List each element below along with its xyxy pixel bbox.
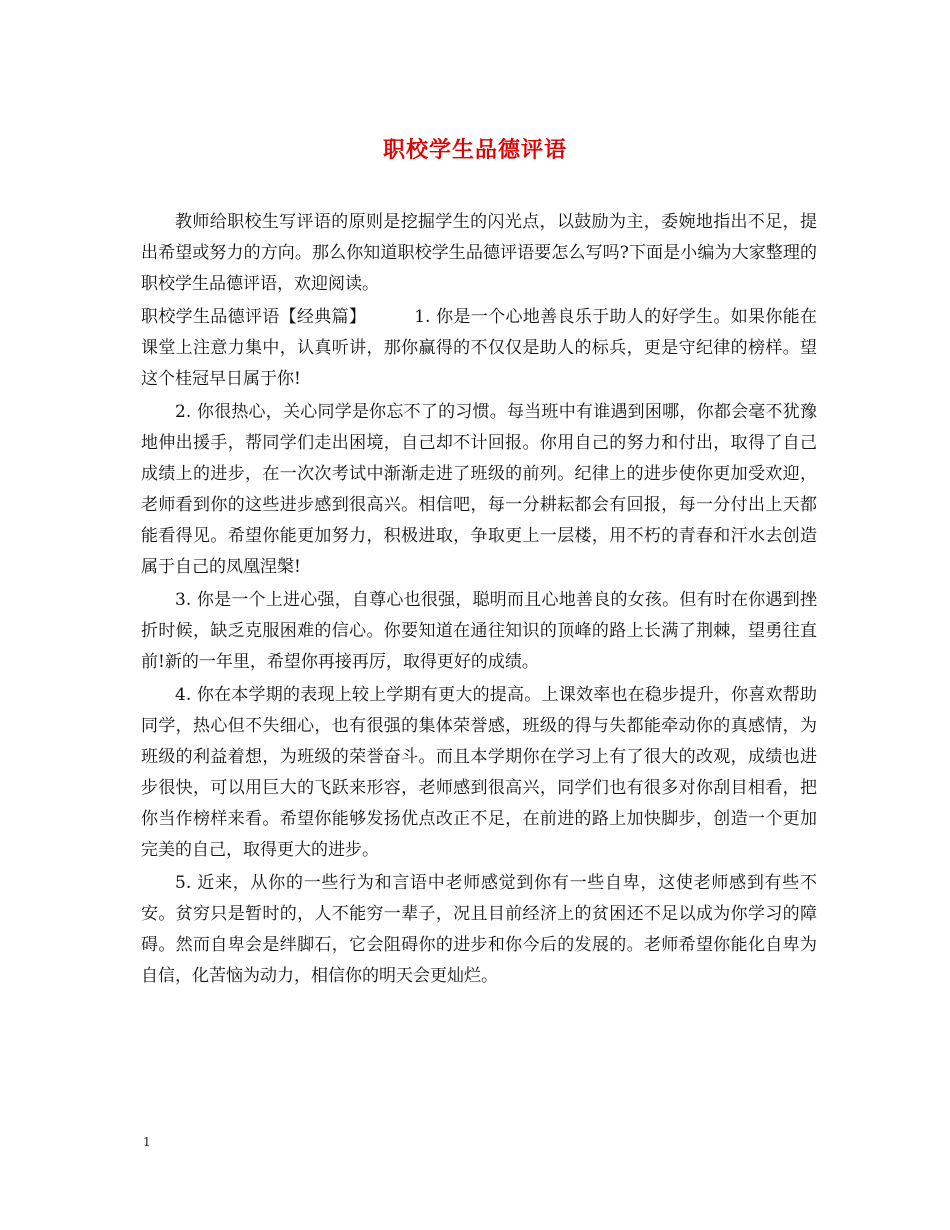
comment-paragraph-3: 3. 你是一个上进心强，自尊心也很强，聪明而且心地善良的女孩。但有时在你遇到挫折时候，缺乏克服困难的信心。你要知道在通往知识的顶峰的路上长满了荆棘，望勇往直前!新的一年里，希望你再接再厉，取得更好的成绩。 [141,590,817,672]
comment-paragraph-2: 2. 你很热心，关心同学是你忘不了的习惯。每当班中有谁遇到困哪，你都会毫不犹豫地伸出援手，帮同学们走出困境，自己却不计回报。你用自己的努力和付出，取得了自己成绩上的进步，在一次次考试中渐渐走进了班级的前列。纪律上的进步使你更加受欢迎，老师看到你的这些进步感到很高兴。相信吧，每一分耕耘都会有回报，每一分付出上天都能看得见。希望你能更加努力，积极进取，争取更上一层楼，用不朽的青春和汗水去创造属于自己的凤凰涅槃! [141,402,817,577]
comment-paragraph-1: 1. 你是一个心地善良乐于助人的好学生。如果你能在课堂上注意力集中，认真听讲，那你赢得的不仅仅是助人的标兵，更是守纪律的榜样。望这个桂冠早日属于你! [141,307,818,389]
document-body [141,207,817,994]
section-paragraph [141,302,817,395]
comment-paragraph-4: 4. 你在本学期的表现上较上学期有更大的提高。上课效率也在稳步提升，你喜欢帮助同学，热心但不失细心，也有很强的集体荣誉感，班级的得与失都能牵动你的真感情，为班级的利益着想，为班级的荣誉奋斗。而且本学期你在学习上有了很大的改观，成绩也进步很快，可以用巨大的飞跃来形容，老师感到很高兴，同学们也有很多对你刮目相看，把你当作榜样来看。希望你能够发扬优点改正不足，在前进的路上加快脚步，创造一个更加完美的自己，取得更大的进步。 [141,685,817,860]
page-number: 1 [143,1135,151,1149]
intro-paragraph: 教师给职校生写评语的原则是挖掘学生的闪光点，以鼓励为主，委婉地指出不足，提出希望或努力的方向。那么你知道职校学生品德评语要怎么写吗?下面是小编为大家整理的职校学生品德评语，欢迎阅读。 [141,212,817,294]
document-title: 职校学生品德评语 [382,137,567,163]
comment-paragraph-5: 5. 近来，从你的一些行为和言语中老师感觉到你有一些自卑，这使老师感到有些不安。贫穷只是暂时的，人不能穷一辈子，况且目前经济上的贫困还不足以成为你学习的障碍。然而自卑会是绊脚石，它会阻碍你的进步和你今后的发展的。老师希望你能化自卑为自信，化苦恼为动力，相信你的明天会更灿烂。 [141,873,817,986]
section-heading: 职校学生品德评语【经典篇】 [141,307,367,327]
